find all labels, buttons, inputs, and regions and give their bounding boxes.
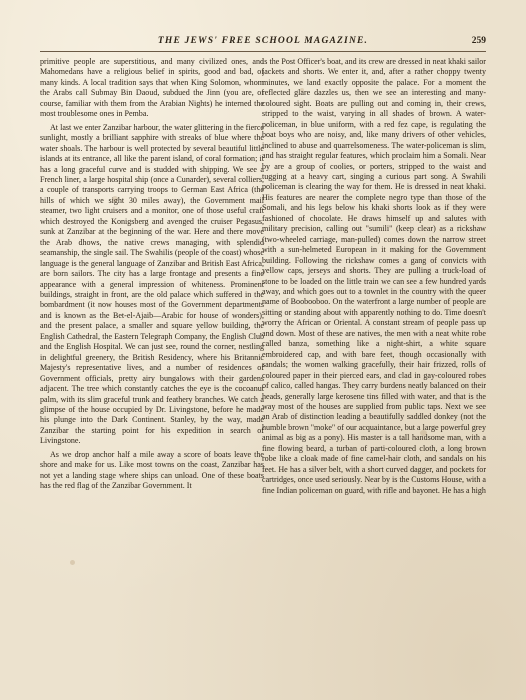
paragraph: As we drop anchor half a mile away a score of boats leave the shore and make for us. Like most towns on the coast, Zanzibar has not yet a landing stage where ships can unload. One of these boats has the red flag of the Zanzibar Government. It xyxy=(40,449,264,491)
paragraph: is the Post Officer's boat, and its crew are dressed in neat khaki sailor jackets and shorts. We enter it, and, after a rather choppy twenty minutes, we land exactly opposite the palace. For a moment the reflected glare dazzles us, then we see an interesting and many-coloured sight. Boats are pulling out and coming in, their crews, stripped to the waist, varying in all shades of brown. A water-policeman, in blue uniform, with a red fez cape, is regulating the boat boys who are noisy, and, like many drivers of other vehicles, inclined to abuse and quarrelsomeness. The water-policeman is slim, and has straight regular features, which proclaim him a Somali. Near by are a group of coolies, or porters, stripped to the waist and tugging at a heavy cart, singing a curious part song. A Swahili policeman is clearing the way for them. He is dressed in neat khaki. His features are nearer the complete negro type than those of the Somali, and his legs below his khaki shorts look as if they were fashioned of chocolate. He draws himself up and salutes with military precision, calling out "sumili" (keep clear) as a rickshaw (two-wheeled carriage, man-pulled) comes down the narrow street with a sun-helmeted European in it making for the Government building. Following the rickshaw comes a gang of convicts with yellow caps, jerseys and shorts. They are pulling a truck-load of stone to be loaded on the little train we can see a few hundred yards away, and which goes out to a townlet in the country with the queer name of Boobooboo. On the waterfront a large number of people are sitting or standing about with apparently nothing to do. Time doesn't worry the African or Oriental. A constant stream of people pass up and down. Most of these are natives, the men with a neat white robe called banza, something like a night-shirt, a white square embroidered cap, and with bare feet, though occasionally with sandals; the women walking gracefully, their hair frizzed, rolls of coloured paper in their pierced ears, and clad in gay-coloured robes of calico, called hangas. They carry burdens neatly balanced on their heads, generally large kerosene tins filled with water, and that is the way most of the houses are supplied from public taps. Next we see an Arab of distinction leading a beautifully saddled donkey (not the humble brown "moke" of our acquaintance, but a large powerful grey animal as big as a pony). His master is a tall handsome man, with a fine flowing beard, a turban of parti-coloured cloth, a long brown robe like a cloak made of fine camel-hair cloth, and sandals on his feet. He has a silver belt, with a short curved dagger, and pockets for cartridges, once used seriously. Near by is the Customs House, with a fine Indian policeman on guard, with rifle and bayonet. He has a high xyxy=(262,57,486,495)
paragraph: primitive people are superstitious, and many civilized ones, and Mahomedans have a religious belief in spirits, good and bad, of many kinds. A local tradition says that when King Solomon, whom the Arabs call Submay Bin Daoud, subdued the Jinn (you are, of course, familiar with them from the Arabian Nights) he interned the most troublesome ones in Pemba. xyxy=(40,57,264,119)
magazine-title: THE JEWS' FREE SCHOOL MAGAZINE. xyxy=(157,36,369,46)
right-column xyxy=(262,57,486,672)
running-header xyxy=(40,36,486,50)
header-rule xyxy=(40,51,486,52)
left-column xyxy=(40,57,264,672)
paragraph: At last we enter Zanzibar harbour, the water glittering in the fierce sunlight, mostly a brilliant sapphire with streaks of blue where the water shoals. The harbour is well protected by several beautiful little islands at its entrance, all like the parent island, of coral formation; it has a long graceful curve and is studded with shipping. We see a French liner, a large hospital ship (once a Cunarder), several colliers, a couple of transports carrying troops to German East Africa (the hills of which we sight 30 miles away), the Government mail steamer, two light cruisers and a monitor, one of those useful craft which destroyed the Konigsberg and avenged the cruiser Pegasus, sunk at Zanzibar at the beginning of the war. Here and there move the Arab dhows, the native crews managing, with splendid seamanship, the single sail. The Swahilis (people of the coast) whose language is the general language of Zanzibar and British East Africa, are born sailors. The city has a large frontage and presents a fine appearance with a general impression of whiteness. Prominent buildings, straight in front, are the old palace which suffered in the bombardment (it now houses most of the Government departments and is known as the Bet-el-Ajaib—Arabic for house of wonders), and the present palace, a smaller and square yellow building, the English Cathedral, the Eastern Telegraph Company, the English Club and the English Hospital. We can just see, round the corner, nestling in delightful greenery, the British Residency, where his Britannic Majesty's representative lives, and a number of residences of Government officials, pretty airy bungalows with their gardens adjacent. The tree which constantly catches the eye is the cocoanut palm, with its slim graceful trunk and feathery branches. We catch a glimpse of the house occupied by Dr. Livingstone, before he made his plunge into the Dark Continent. Stanley, by the way, made Zanzibar the starting point for his expedition in search of Livingstone. xyxy=(40,122,264,446)
page-number: 259 xyxy=(471,36,486,46)
